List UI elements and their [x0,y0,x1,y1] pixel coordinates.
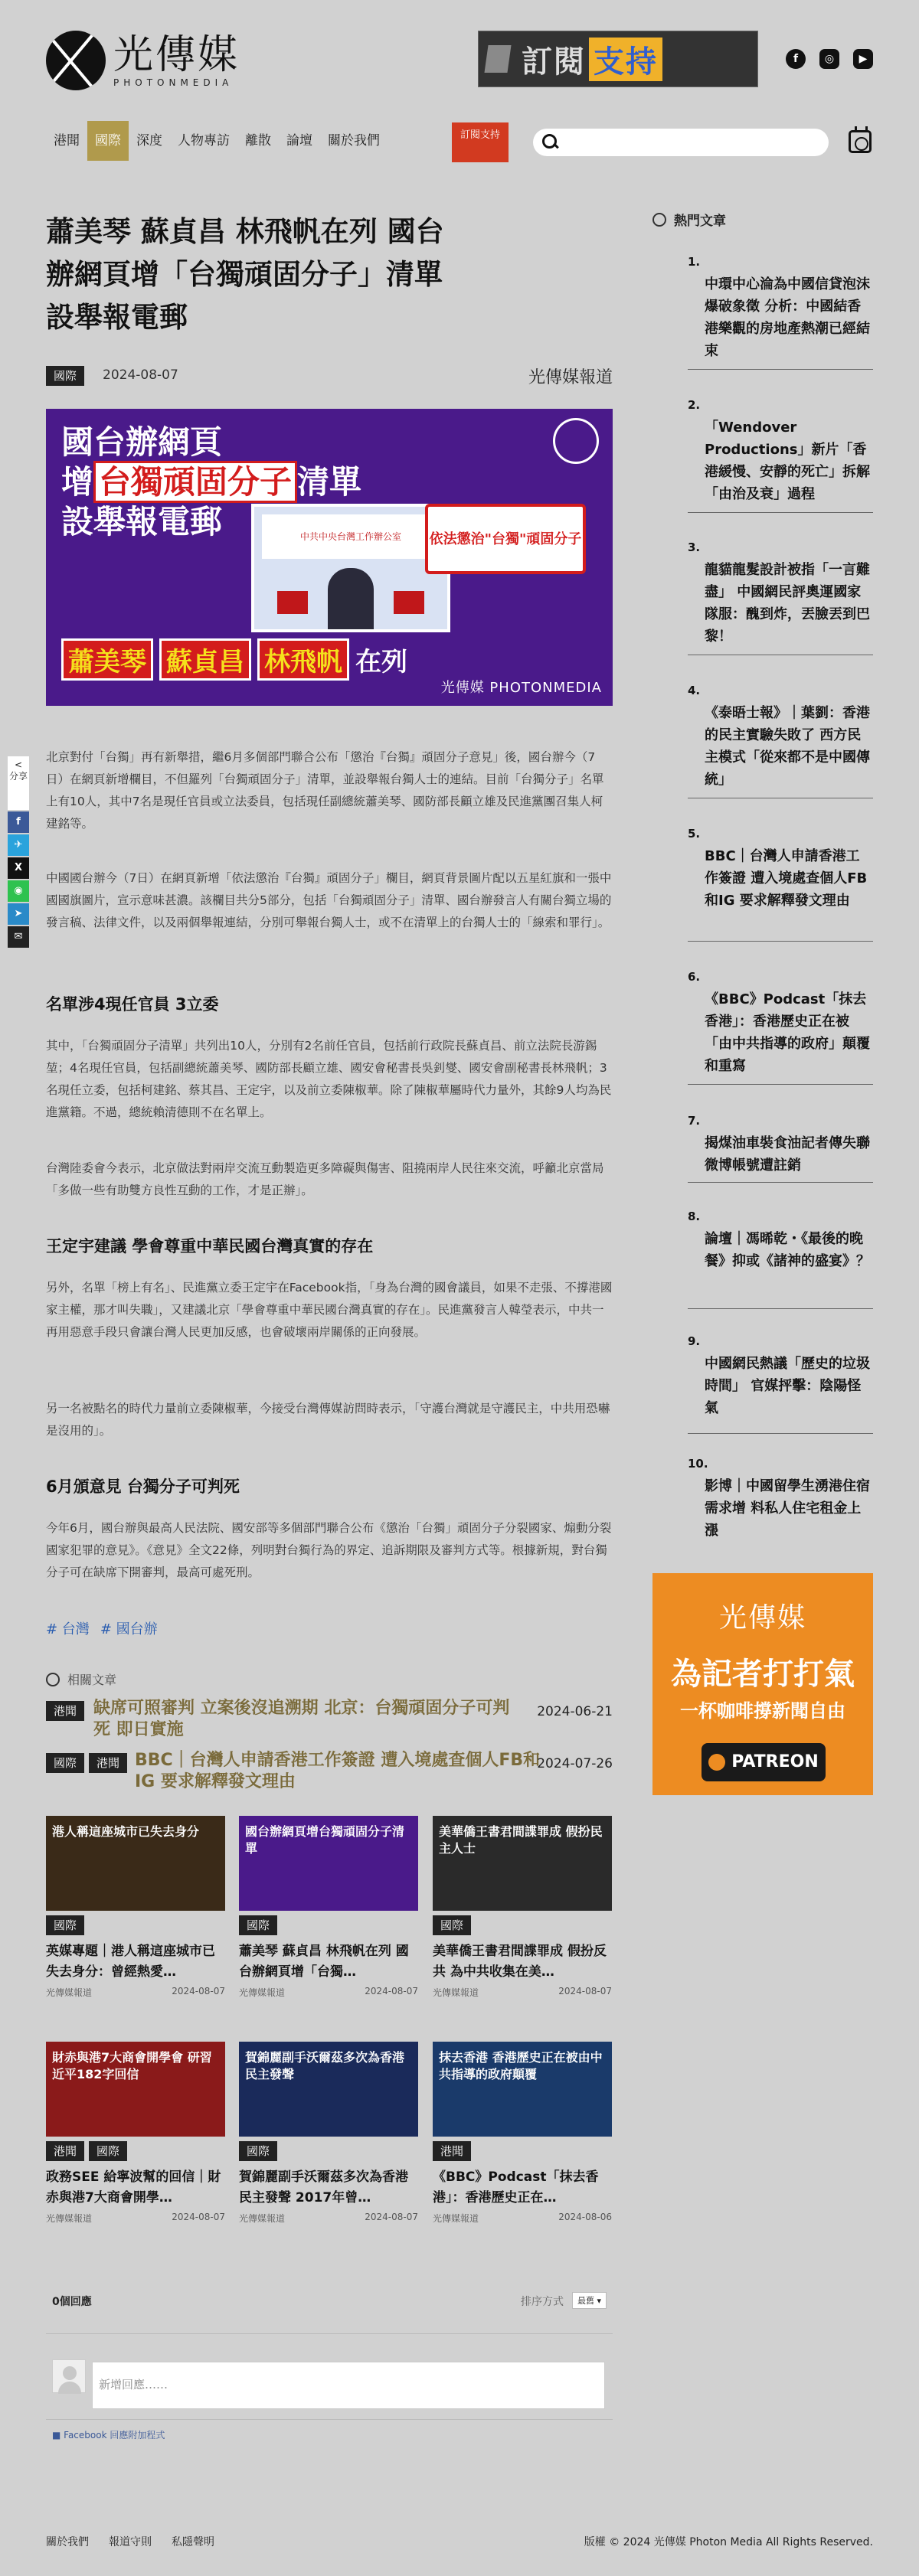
share-telegram-icon[interactable]: ✈ [8,834,29,856]
card-thumbnail[interactable] [239,1816,418,1911]
hot-article-title[interactable]: 「Wendover Productions」新片「香港緩慢、安靜的死亡」拆解「由治及衰」過程 [705,420,870,502]
hero-line1: 國台辦網頁 [61,423,223,461]
sidebar-heading [652,210,726,229]
circle-icon [652,213,666,227]
related-row[interactable] [46,1698,613,1741]
hot-article-title[interactable]: 龍貓龍髮設計被指「一言難盡」 中國網民評奧運國家隊服：醜到炸，丟臉丟到巴黎！ [705,562,870,645]
hot-article-title[interactable]: 《BBC》Podcast「抹去香港」：香港歷史正在被「由中共指導的政府」顛覆和重寫 [705,991,870,1074]
article-meta [46,360,613,387]
hero-names-suffix: 在列 [355,647,407,677]
share-email-icon[interactable]: ✉ [8,926,29,948]
card-tags [239,2141,418,2161]
share-send-icon[interactable]: ➤ [8,903,29,925]
facebook-plugin-link[interactable]: ■ Facebook 回應附加程式 [52,2430,165,2441]
category-tag[interactable]: 國際 [46,366,84,386]
share-whatsapp-icon[interactable]: ◉ [8,880,29,902]
card-title[interactable]: 美華僑王書君間諜罪成 假扮反共 為中共收集在美… [433,1944,607,1980]
hot-article-title[interactable]: 中國網民熱議「歷史的垃圾時間」 官媒抨擊：陰陽怪氣 [705,1356,870,1416]
category-tag[interactable]: 港聞 [89,1753,127,1773]
hot-article-title[interactable]: 《泰晤士報》｜葉劉：香港的民主實驗失敗了 西方民主模式「從來都不是中國傳統」 [705,705,870,788]
card-thumb-caption: 賀錦麗副手沃爾茲多次為香港民主發聲 [245,2050,405,2081]
related-heading [46,1670,116,1688]
category-tag[interactable]: 國際 [46,1915,84,1935]
hot-article-rank: 3. [688,540,701,554]
card-tags [46,2141,225,2161]
hot-article-item[interactable] [688,970,873,1085]
hero-name: 林飛帆 [257,638,349,681]
instagram-icon[interactable]: ◎ [819,49,839,69]
share-rail [8,756,29,948]
hot-article-rank: 5. [688,827,701,841]
card-thumbnail[interactable] [433,2042,612,2137]
article-title: 蕭美琴 蘇貞昌 林飛帆在列 國台辦網頁增「台獨頑固分子」清單 設舉報電郵 [46,215,444,334]
hot-article-item[interactable] [688,255,873,370]
footer-link[interactable]: 報道守則 [109,2536,152,2548]
category-tag[interactable]: 港聞 [46,2141,84,2161]
card-thumbnail[interactable] [46,1816,225,1911]
related-heading-text: 相關文章 [67,1673,117,1687]
paragraph: 北京對付「台獨」再有新舉措，繼6月多個部門聯合公布「懲治『台獨』頑固分子意見」後，國台辦今（7日）在網頁新增欄目，不但羅列「台獨頑固分子」清單，並設舉報台獨人士的連結。目前「台獨分子」名單上有10人，其中7名是現任官員或立法委員，包括現任副總統蕭美琴、國防部長顧立雄及民進黨團召集人柯建銘等。 [46,750,604,831]
card-title[interactable]: 英媒專題｜港人稱這座城市已失去身分：曾經熱愛… [46,1944,215,1980]
hot-article-rank: 9. [688,1334,701,1348]
card-footer [46,2212,225,2225]
hero-name: 蘇貞昌 [159,638,251,681]
comments-bar [46,2289,613,2315]
flag-icon [277,591,308,614]
article-author: 光傳媒報道 [528,368,613,387]
circle-icon [46,1673,60,1686]
card-footer [239,1986,418,1999]
card-date: 2024-08-07 [172,1986,225,1996]
related-card[interactable] [433,1816,612,2023]
hero-photo [251,504,450,632]
comment-count: 0個回應 [52,2296,92,2308]
copyright: 版權 © 2024 光傳媒 Photon Media All Rights Reserved. [584,2536,873,2548]
card-tags [433,2141,612,2161]
hero-logo-icon [553,418,599,464]
category-tag[interactable]: 國際 [239,1915,277,1935]
card-thumb-caption: 抹去香港 香港歷史正在被由中共指導的政府顛覆 [439,2050,603,2081]
category-tag[interactable]: 國際 [433,1915,471,1935]
hot-article-item[interactable] [688,1334,873,1434]
nav-item-diaspora[interactable]: 離散 [245,133,271,149]
card-source: 光傳媒報道 [239,2213,286,2224]
section-heading: 王定宇建議 學會尊重中華民國台灣真實的存在 [46,1237,374,1255]
main-nav [46,121,388,161]
banner-text-a: 訂閱 [522,44,586,80]
card-date: 2024-08-07 [365,2212,418,2222]
hot-article-rank: 1. [688,255,701,269]
hashtag-link[interactable]: # 國台辦 [100,1621,158,1637]
nav-item-interview[interactable]: 人物專訪 [178,133,230,149]
facebook-plugin-text: Facebook 回應附加程式 [64,2430,165,2441]
sort-select[interactable]: 最舊 ▾ [572,2292,607,2309]
divider [46,2333,613,2334]
card-date: 2024-08-07 [172,2212,225,2222]
category-tag[interactable]: 國際 [239,2141,277,2161]
hero-bubble: 依法懲治"台獨"頑固分子 [425,504,586,574]
related-title[interactable]: 缺席可照審判 立案後沒追溯期 北京：台獨頑固分子可判死 即日實施 [93,1699,510,1739]
facebook-icon[interactable]: f [786,49,806,69]
related-date: 2024-06-21 [537,1704,613,1719]
flag-icon [394,591,424,614]
card-footer [433,1986,612,1999]
related-title[interactable]: BBC｜台灣人申請香港工作簽證 遭入境處查個人FB和IG 要求解釋發文理由 [135,1751,541,1791]
ad-brand: 光傳媒 [718,1602,806,1634]
footer-link[interactable]: 關於我們 [46,2536,89,2548]
search-input[interactable] [533,129,829,156]
hot-article-rank: 10. [688,1457,708,1471]
hot-article-title[interactable]: BBC｜台灣人申請香港工作簽證 遭入境處查個人FB和IG 要求解釋發文理由 [705,848,868,909]
card-date: 2024-08-07 [365,1986,418,1996]
hot-article-item[interactable] [688,827,873,942]
card-date: 2024-08-07 [558,1986,612,1996]
sidebar-heading-text: 熱門文章 [674,214,726,229]
search-icon[interactable] [542,134,559,151]
related-card[interactable] [46,1816,225,2023]
hero-line2c: 清單 [297,463,362,501]
calendar-archive-icon[interactable] [849,130,872,153]
hashtag-link[interactable]: # 台灣 [46,1621,90,1637]
nav-item-forum[interactable]: 論壇 [286,133,312,149]
card-thumb-caption: 國台辦網頁增台獨頑固分子清單 [245,1824,405,1856]
avatar [52,2359,86,2393]
card-source: 光傳媒報道 [46,1987,93,1998]
card-thumbnail[interactable] [46,2042,225,2137]
paragraph: 其中，「台獨頑固分子清單」共列出10人，分別有2名前任官員，包括前行政院長蘇貞昌、前立法院長游錫堃；4名現任官員，包括副總統蕭美琴、國防部長顧立雄、國安會秘書長吳釗燮、國安會副秘書長林飛帆；3名現任立委，包括柯建銘、蔡其昌、王定宇，以及前立委陳椒華。除了陳椒華屬時代力量外，其餘9人均為民進黨籍。不過，總統賴清德則不在名單上。 [46,1039,612,1119]
hashtags [46,1618,158,1638]
ad-headline: 為記者打打氣 [671,1657,855,1692]
site-logo[interactable] [46,31,240,90]
share-x-icon[interactable]: X [8,857,29,879]
category-tag[interactable]: 港聞 [433,2141,471,2161]
card-tags [239,1915,418,1935]
card-footer [433,2212,612,2225]
card-tags [433,1915,612,1935]
hero-brand: 光傳媒 PHOTONMEDIA [440,680,602,696]
hero-line2a: 增 [61,463,94,501]
logo-en: PHOTONMEDIA [113,77,234,88]
related-date: 2024-07-26 [537,1756,613,1771]
section-heading: 名單涉4現任官員 3立委 [46,995,219,1014]
hot-article-item[interactable] [688,540,873,655]
paragraph: 另外，名單「榜上有名」、民進黨立委王定宇在Facebook指，「身為台灣的國會議員，如果不走張、不撐港國家主權，那才叫失職」，又建議北京「學會尊重中華民國台灣真實的存在」。民進黨發言人韓瑩表示，中共一再用惡意手段只會讓台灣人民更加反感，也會破壞兩岸關係的正向發展。 [46,1281,613,1339]
card-thumbnail[interactable] [433,1816,612,1911]
hero-photo-banner: 中共中央台灣工作辦公室 [262,514,440,559]
subscribe-button[interactable]: 訂閱支持 [452,122,509,162]
hot-article-item[interactable] [688,1457,873,1549]
paragraph: 中國國台辦今（7日）在網頁新增「依法懲治『台獨』頑固分子」欄目，網頁背景圖片配以五星紅旗和一張中國國旗圖片，宣示意味甚濃。該欄目共分5部分，包括「台獨頑固分子」清單、國台辦發言人有關台獨立場的發言稿、法律文件，以及兩個舉報連結，分別可舉報台獨人士，或不在清單上的台獨人士的「線索和罪行」。 [46,871,612,929]
hot-article-item[interactable] [688,1114,873,1183]
card-title[interactable]: 蕭美琴 蘇貞昌 林飛帆在列 國台辦網頁增「台獨… [239,1944,409,1980]
related-card[interactable] [239,1816,418,2023]
share-facebook-icon[interactable]: f [8,811,29,833]
hero-name: 蕭美琴 [61,638,153,681]
card-source: 光傳媒報道 [433,2213,479,2224]
article-date: 2024-08-07 [103,367,178,383]
hot-article-rank: 6. [688,970,701,984]
hot-article-item[interactable] [688,684,873,798]
hot-article-item[interactable] [688,1210,873,1309]
hot-article-rank: 8. [688,1210,701,1223]
hot-article-rank: 2. [688,398,701,412]
logo-cn: 光傳媒 [113,32,240,78]
card-title[interactable]: 《BBC》Podcast「抹去香港」：香港歷史正在… [433,2170,599,2205]
card-thumb-caption: 財赤與港7大商會開學會 研習近平182字回信 [52,2050,212,2081]
ad-subline: 一杯咖啡撐新聞自由 [680,1700,845,1722]
related-card[interactable] [239,2042,418,2248]
card-thumb-caption: 港人稱這座城市已失去身分 [52,1824,200,1839]
nav-item-about[interactable]: 關於我們 [328,133,380,149]
hot-article-title[interactable]: 中環中心淪為中國信貸泡沫爆破象徵 分析：中國結香港樂觀的房地產熱潮已經結束 [705,276,870,359]
hot-article-title[interactable]: 影博｜中國留學生湧港住宿需求增 料私人住宅租金上漲 [705,1478,870,1539]
card-title[interactable]: 賀錦麗副手沃爾茲多次為香港民主發聲 2017年曾… [239,2170,408,2205]
section-heading: 6月頒意見 台獨分子可判死 [46,1477,240,1496]
card-footer [46,1986,225,1999]
subscribe-banner[interactable] [478,31,758,87]
comment-input[interactable]: 新增回應…… [92,2362,605,2409]
card-source: 光傳媒報道 [46,2213,93,2224]
card-source: 光傳媒報道 [239,1987,286,1998]
paragraph: 台灣陸委會今表示，北京做法對兩岸交流互動製造更多障礙與傷害、阻撓兩岸人民往來交流，呼籲北京當局「多做一些有助雙方良性互動的工作，才是正辦」。 [46,1161,604,1197]
paragraph: 另一名被點名的時代力量前立委陳椒華，今接受台灣傳媒訪問時表示，「守護台灣就是守護民主，中共用恐嚇是沒用的」。 [46,1402,610,1438]
category-tag[interactable]: 國際 [89,2141,127,2161]
sort-label: 排序方式 [521,2296,564,2308]
hot-article-item[interactable] [688,398,873,513]
hero-image [46,409,613,706]
brush-decoration [484,45,511,73]
patreon-button[interactable]: PATREON [702,1743,826,1781]
card-title[interactable]: 政務SEE 給寧波幫的回信｜財赤與港7大商會開學… [46,2170,221,2205]
divider [46,2419,613,2420]
social-links [786,49,873,69]
paragraph: 今年6月，國台辦與最高人民法院、國安部等多個部門聯合公布《懲治「台獨」頑固分子分裂國家、煽動分裂國家犯罪的意見》。《意見》全文22條，列明對台獨行為的界定、追訴期限及審判方式等。根據新規，對台獨分子可在缺席下開審判，最高可處死刑。 [46,1521,612,1579]
card-thumbnail[interactable] [239,2042,418,2137]
hot-article-title[interactable]: 揭煤油車裝食油記者傳失聯 微博帳號遭註銷 [705,1135,870,1174]
share-label: < 分享 [8,756,29,810]
category-tag[interactable]: 國際 [46,1753,84,1773]
related-card[interactable] [433,2042,612,2248]
hot-article-rank: 7. [688,1114,701,1128]
nav-item-hk[interactable]: 港聞 [54,133,80,149]
footer-link[interactable]: 私隱聲明 [172,2536,214,2548]
hero-line3: 設舉報電郵 [61,503,223,540]
card-source: 光傳媒報道 [433,1987,479,1998]
logo-mark-icon [46,31,106,90]
card-tags [46,1915,225,1935]
patreon-ad[interactable] [652,1573,873,1795]
hot-article-title[interactable]: 論壇｜馮晞乾・《最後的晚餐》抑或《諸神的盛宴》？ [705,1231,870,1269]
nav-item-depth[interactable]: 深度 [136,133,162,149]
category-tag[interactable]: 港聞 [46,1701,84,1721]
nav-item-intl[interactable]: 國際 [87,121,129,161]
footer [46,2534,873,2549]
banner-text-b: 支持 [589,38,662,81]
hero-line2b: 台獨頑固分子 [93,461,297,503]
card-footer [239,2212,418,2225]
youtube-icon[interactable]: ▶ [853,49,873,69]
speaker-figure [328,568,374,629]
card-thumb-caption: 美華僑王書君間諜罪成 假扮民主人士 [439,1824,603,1856]
related-card[interactable] [46,2042,225,2248]
hero-names [61,638,407,681]
card-date: 2024-08-06 [558,2212,612,2222]
related-row[interactable] [46,1750,613,1793]
hot-article-rank: 4. [688,684,701,697]
